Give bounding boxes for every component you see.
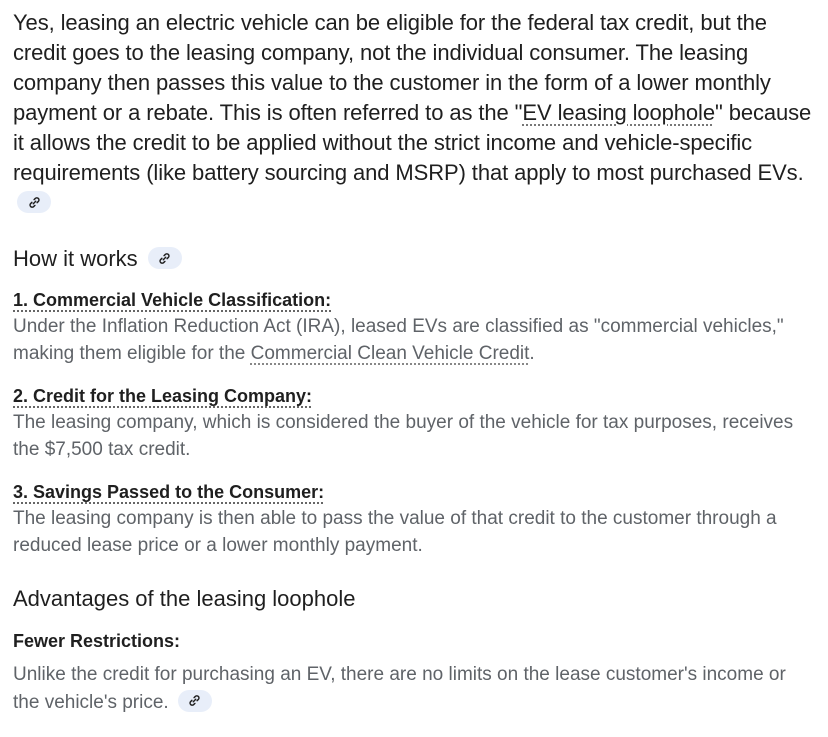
how-it-works-title: How it works bbox=[13, 246, 138, 271]
intro-paragraph bbox=[13, 8, 813, 218]
link-icon bbox=[28, 196, 41, 209]
advantages-heading: Advantages of the leasing loophole bbox=[13, 586, 356, 611]
how-it-works-heading bbox=[13, 244, 813, 274]
ev-leasing-loophole-link[interactable]: EV leasing loophole bbox=[522, 100, 715, 125]
advantage-title: Fewer Restrictions: bbox=[13, 631, 181, 651]
advantage-body bbox=[13, 661, 813, 717]
link-icon bbox=[188, 694, 201, 707]
how-it-works-source-chip[interactable] bbox=[148, 247, 182, 269]
step-1 bbox=[13, 288, 813, 367]
advantage-source-chip[interactable] bbox=[178, 690, 212, 712]
intro-text-before: Yes, leasing an electric vehicle can be eligible for the federal tax credit, but the credit goes to the leasing company, not the individual consumer. The leasing company then passes this value to the customer in the form of a lower monthly payment or a rebate. This is often referred to as the " bbox=[13, 10, 771, 125]
step-body: The leasing company is then able to pass the value of that credit to the customer through a reduced lease price or a lower monthly payment. bbox=[13, 508, 777, 556]
source-link-chip[interactable] bbox=[17, 191, 51, 213]
step-title[interactable]: 3. Savings Passed to the Consumer: bbox=[13, 482, 325, 502]
step-3 bbox=[13, 480, 813, 559]
ai-answer bbox=[13, 8, 813, 717]
intro-text-after: " because it allows the credit to be applied without the strict income and vehicle-specific requirements (like battery sourcing and MSRP) that apply to most purchased EVs. bbox=[13, 100, 812, 185]
commercial-clean-vehicle-credit-link[interactable]: Commercial Clean Vehicle Credit bbox=[250, 343, 530, 364]
step-title[interactable]: 2. Credit for the Leasing Company: bbox=[13, 386, 313, 406]
step-body bbox=[13, 313, 813, 367]
step-title[interactable]: 1. Commercial Vehicle Classification: bbox=[13, 290, 332, 310]
step-body-text-end: . bbox=[529, 343, 535, 364]
step-body: The leasing company, which is considered the buyer of the vehicle for tax purposes, receives the $7,500 tax credit. bbox=[13, 412, 794, 460]
link-icon bbox=[158, 252, 171, 265]
step-2 bbox=[13, 384, 813, 463]
step-body-text: Under the Inflation Reduction Act (IRA), leased EVs are classified as "commercial vehicles," making them eligible for the bbox=[13, 316, 784, 364]
advantage-body-text: Unlike the credit for purchasing an EV, there are no limits on the lease customer's income or the vehicle's price. bbox=[13, 664, 786, 713]
